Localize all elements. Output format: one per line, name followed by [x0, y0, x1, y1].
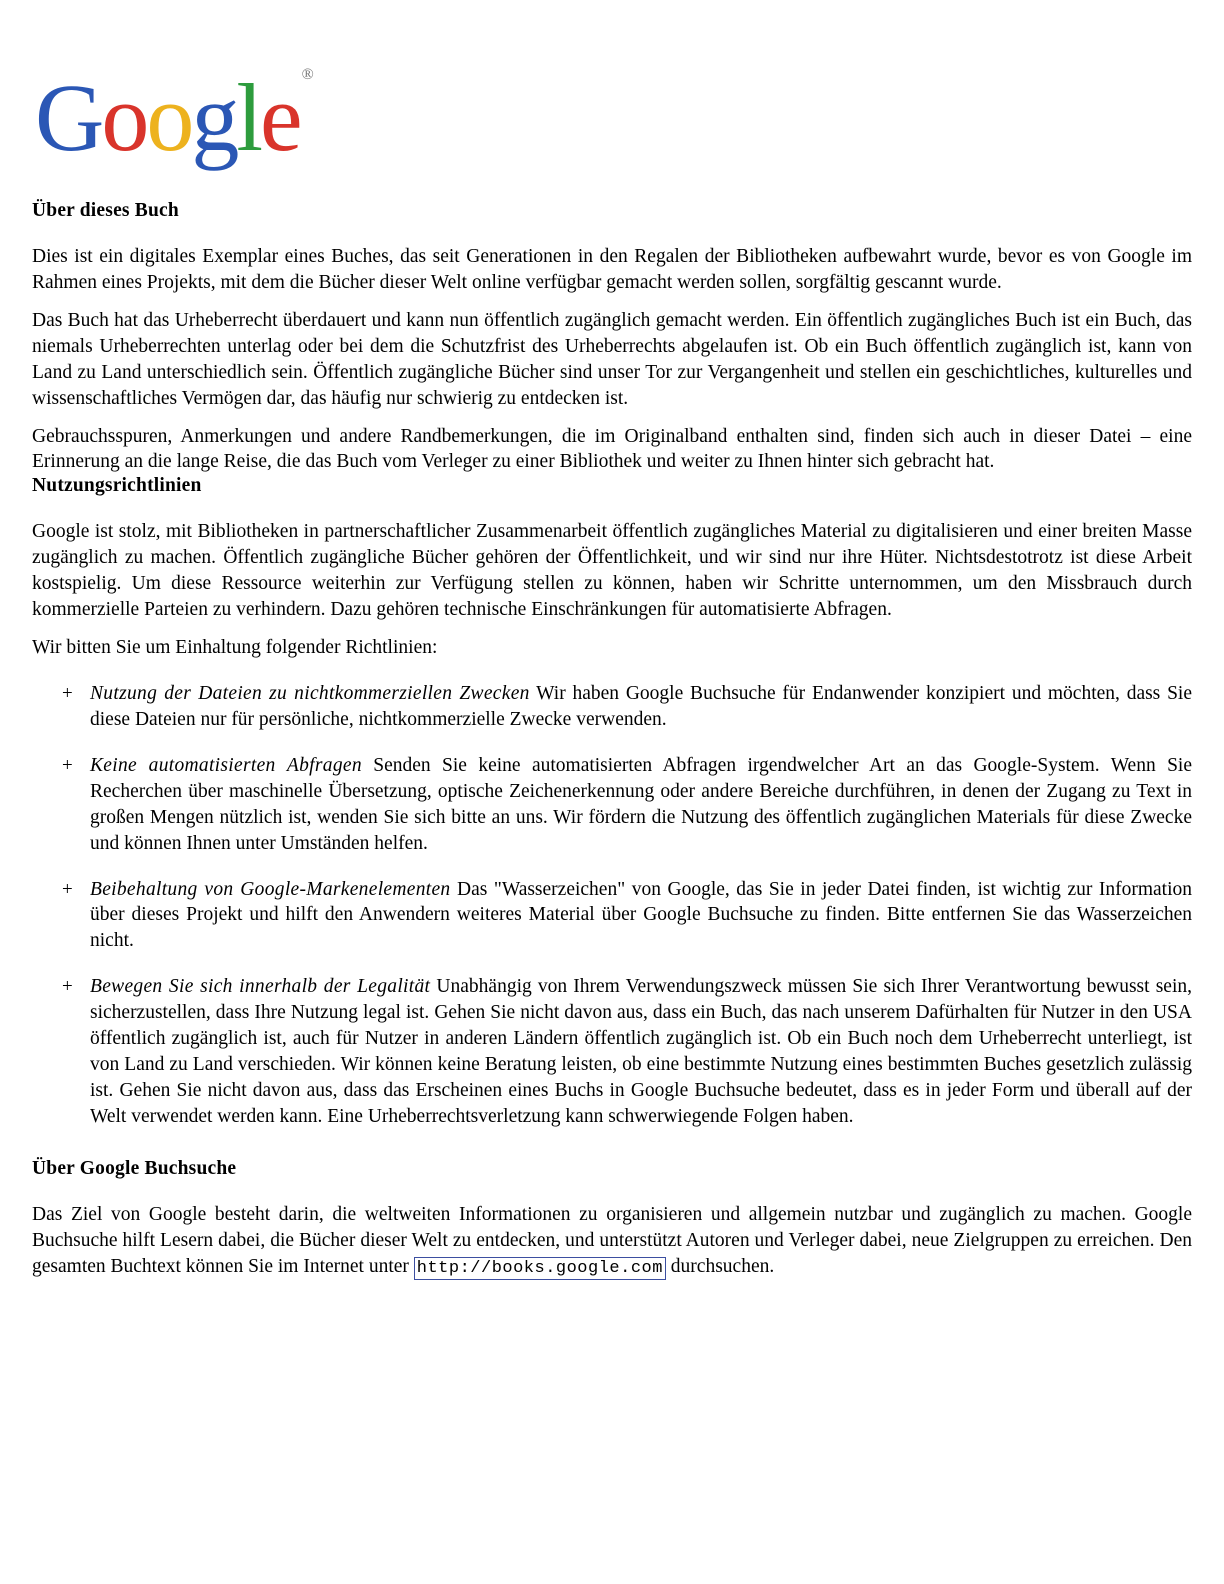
guidelines-list — [32, 681, 1192, 1130]
google-logo — [35, 64, 1194, 200]
guideline-item-1 — [62, 681, 1192, 733]
bullet-plus-icon: + — [62, 682, 73, 704]
about-book-paragraph-2: Das Buch hat das Urheberrecht überdauert und kann nun öffentlich zugänglich gemacht werden. Ein öffentlich zugängliches Buch ist ein Buch, das niemals Urheberrechten unterlag oder bei dem die Schutzfrist des Urheberrechts abgelaufen ist. Ob ein Buch öffentlich zugänglich ist, kann von Land zu Land unterschiedlich sein. Öffentlich zugängliche Bücher sind unser Tor zur Vergangenheit und stellen ein geschichtliches, kulturelles und wissenschaftliches Vermögen dar, das häufig nur schwierig zu entdecken ist. — [32, 309, 1192, 409]
guideline-item-4 — [62, 974, 1192, 1130]
about-search-text-after-link: durchsuchen. — [665, 1255, 775, 1277]
guideline-title-1: Nutzung der Dateien zu nichtkommerziellen Zwecken — [90, 682, 530, 704]
bullet-plus-icon: + — [62, 754, 73, 776]
heading-usage-policy: Nutzungsrichtlinien — [32, 475, 202, 497]
logo-letter-e: e — [260, 64, 300, 171]
document-content — [32, 200, 1192, 1280]
guideline-text-1: Wir haben Google Buchsuche für Endanwender konzipiert und möchten, dass Sie diese Dateien nur für persönliche, nichtkommerzielle Zwecke verwenden. — [90, 682, 1192, 730]
guideline-title-4: Bewegen Sie sich innerhalb der Legalität — [90, 976, 431, 998]
books-google-link[interactable]: http://books.google.com — [414, 1257, 666, 1280]
heading-about-book: Über dieses Buch — [32, 200, 179, 221]
google-logo-text — [35, 64, 314, 171]
guideline-item-2 — [62, 753, 1192, 857]
logo-letter-g: g — [191, 64, 237, 171]
guideline-title-3: Beibehaltung von Google-Markenelementen — [90, 878, 451, 900]
trademark-symbol: ® — [301, 66, 314, 83]
about-search-paragraph — [32, 1202, 1192, 1280]
heading-about-google-search: Über Google Buchsuche — [32, 1157, 237, 1179]
logo-letter-o2: o — [146, 64, 192, 171]
guideline-item-3 — [62, 877, 1192, 955]
bullet-plus-icon: + — [62, 878, 73, 900]
usage-policy-paragraph-2: Wir bitten Sie um Einhaltung folgender Richtlinien: — [32, 637, 438, 659]
guideline-title-2: Keine automatisierten Abfragen — [90, 754, 362, 776]
logo-letter-G: G — [35, 64, 102, 171]
bullet-plus-icon: + — [62, 976, 73, 998]
about-search-text-before-link: Das Ziel von Google besteht darin, die weltweiten Informationen zu organisieren und allgemein nutzbar und zugänglich zu machen. Google Buchsuche hilft Lesern dabei, die Bücher dieser Welt zu entdecken, und unterstützt Autoren und Verleger dabei, neue Zielgruppen zu erreichen. Den gesamten Buchtext können Sie im Internet unter — [32, 1203, 1192, 1277]
usage-policy-paragraph-1: Google ist stolz, mit Bibliotheken in partnerschaftlicher Zusammenarbeit öffentlich zugängliches Material zu digitalisieren und einer breiten Masse zugänglich zu machen. Öffentlich zugängliche Bücher gehören der Öffentlichkeit, und wir sind nur ihre Hüter. Nichtsdestotrotz ist diese Arbeit kostspielig. Um diese Ressource weiterhin zur Verfügung stellen zu können, haben wir Schritte unternommen, um den Missbrauch durch kommerzielle Parteien zu verhindern. Dazu gehören technische Einschränkungen für automatisierte Abfragen. — [32, 521, 1192, 621]
logo-letter-o1: o — [101, 64, 147, 171]
about-book-paragraph-3: Gebrauchsspuren, Anmerkungen und andere Randbemerkungen, die im Originalband enthalten sind, finden sich auch in dieser Datei – eine Erinnerung an die lange Reise, die das Buch vom Verleger zu einer Bibliothek und weiter zu Ihnen hinter sich gebracht hat. — [32, 425, 1192, 473]
guideline-text-3: Das "Wasserzeichen" von Google, das Sie in jeder Datei finden, ist wichtig zur Information über dieses Projekt und hilft den Anwendern weiteres Material über Google Buchsuche zu finden. Bitte entfernen Sie das Wasserzeichen nicht. — [90, 878, 1193, 952]
about-book-paragraph-1: Dies ist ein digitales Exemplar eines Buches, das seit Generationen in den Regalen der Bibliotheken aufbewahrt wurde, bevor es von Google im Rahmen eines Projekts, mit dem die Bücher dieser Welt online verfügbar gemacht werden sollen, sorgfältig gescannt wurde. — [32, 246, 1192, 293]
guideline-text-4: Unabhängig von Ihrem Verwendungszweck müssen Sie sich Ihrer Verantwortung bewusst sein, sicherzustellen, dass Ihre Nutzung legal ist. Gehen Sie nicht davon aus, dass ein Buch, das nach unserem Dafürhalten für Nutzer in den USA öffentlich zugänglich ist, auch für Nutzer in anderen Ländern öffentlich zugänglich ist. Ob ein Buch noch dem Urheberrecht unterliegt, ist von Land zu Land verschieden. Wir können keine Beratung leisten, ob eine bestimmte Nutzung eines bestimmten Buches gesetzlich zulässig ist. Gehen Sie nicht davon aus, dass das Erscheinen eines Buchs in Google Buchsuche bedeutet, dass es in jeder Form und überall auf der Welt verwendet werden kann. Eine Urheberrechtsverletzung kann schwerwiegende Folgen haben. — [90, 976, 1193, 1127]
logo-letter-l: l — [236, 64, 260, 171]
guideline-text-2: Senden Sie keine automatisierten Abfragen irgendwelcher Art an das Google-System. Wenn Sie Recherchen über maschinelle Übersetzung, optische Zeichenerkennung oder andere Bereiche durchführen, in denen der Zugang zu Text in großen Mengen nützlich ist, wenden Sie sich bitte an uns. Wir fördern die Nutzung des öffentlich zugänglichen Materials für diese Zwecke und können Ihnen unter Umständen helfen. — [90, 754, 1192, 854]
